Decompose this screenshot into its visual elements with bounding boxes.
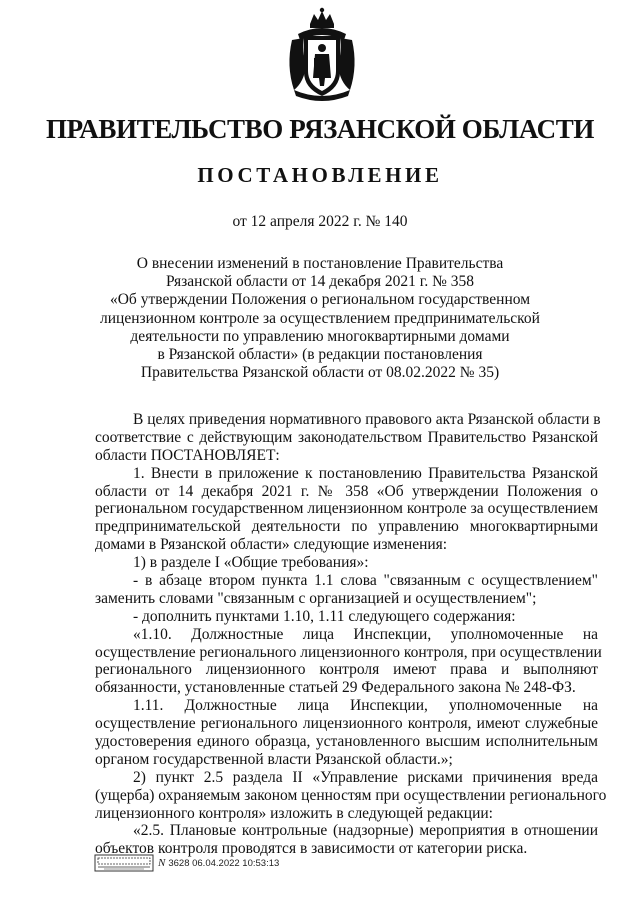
body-line: осуществление регионального лицензионного контроля, имеют служебные <box>95 715 598 733</box>
document-subject <box>90 255 550 382</box>
body-line: области ПОСТАНОВЛЯЕТ: <box>95 446 280 464</box>
document-type: ПОСТАНОВЛЕНИЕ <box>197 163 443 187</box>
body-line: - дополнить пунктами 1.10, 1.11 следующего содержания: <box>133 607 516 625</box>
body-line: (ущерба) охраняемым законом ценностям при осуществлении регионального <box>95 786 607 804</box>
body-line: 1. Внести в приложение к постановлению Правительства Рязанской <box>133 464 598 482</box>
registration-info: 3628 06.04.2022 10:53:13 <box>168 857 280 869</box>
body-line: 2) пункт 2.5 раздела II «Управление рисками причинения вреда <box>133 768 598 786</box>
body-line: объектов контроля проводятся в зависимости от категории риска. <box>95 840 528 858</box>
body-line: 1.11. Должностные лица Инспекции, уполномоченные на <box>133 697 598 715</box>
body-line: области от 14 декабря 2021 г. № 358 «Об утверждении Положения о <box>95 482 598 500</box>
document-date-number: от 12 апреля 2022 г. № 140 <box>232 213 408 230</box>
document-mark: N <box>158 857 166 869</box>
body-line: обязанности, установленные статьей 29 Федерального закона № 248-ФЗ. <box>95 679 576 697</box>
body-line: 1) в разделе I «Общие требования»: <box>133 554 369 572</box>
subject-line: Правительства Рязанской области от 08.02.2022 № 35) <box>140 364 500 382</box>
subject-line: в Рязанской области» (в редакции постановления <box>157 346 483 364</box>
subject-line: деятельности по управлению многоквартирными домами <box>130 327 510 345</box>
body-line: В целях приведения нормативного правового акта Рязанской области в <box>133 411 601 428</box>
body-line: соответствие с действующим законодательством Правительство Рязанской <box>95 428 598 446</box>
subject-line: О внесении изменений в постановление Правительства <box>136 255 504 272</box>
registration-footer <box>94 853 279 873</box>
registration-stamp-icon <box>94 854 154 872</box>
body-line: удостоверения единого образца, установленного высшим исполнительным <box>95 733 598 751</box>
subject-line: лицензионном контроле за осуществлением предпринимательской <box>100 309 540 327</box>
body-line: регионального лицензионного контроля имеют права и выполняют <box>95 661 598 679</box>
body-line: органом государственной власти Рязанской области.»; <box>95 750 453 768</box>
coat-of-arms-icon <box>284 6 360 102</box>
body-line: лицензионного контроля» изложить в следующей редакции: <box>95 804 493 822</box>
body-line: предпринимательской деятельности по управлению многоквартирными <box>95 518 598 536</box>
body-line: «1.10. Должностные лица Инспекции, уполномоченные на <box>133 625 598 643</box>
body-line: - в абзаце втором пункта 1.1 слова "связанным с осуществлением" <box>133 572 598 590</box>
subject-line: «Об утверждении Положения о региональном государственном <box>109 291 531 309</box>
document-body <box>95 411 607 858</box>
body-line: региональном государственном лицензионном контроле за осуществлением <box>95 500 598 518</box>
government-title: ПРАВИТЕЛЬСТВО РЯЗАНСКОЙ ОБЛАСТИ <box>46 114 594 144</box>
body-line: осуществление регионального лицензионного контроля, при осуществлении <box>95 643 602 661</box>
body-line: «2.5. Плановые контрольные (надзорные) мероприятия в отношении <box>133 822 598 840</box>
body-line: заменить словами "связанным с организацией и осуществлением"; <box>95 589 537 607</box>
subject-line: Рязанской области от 14 декабря 2021 г. № 358 <box>166 273 474 291</box>
body-line: домами в Рязанской области» следующие изменения: <box>95 536 448 554</box>
